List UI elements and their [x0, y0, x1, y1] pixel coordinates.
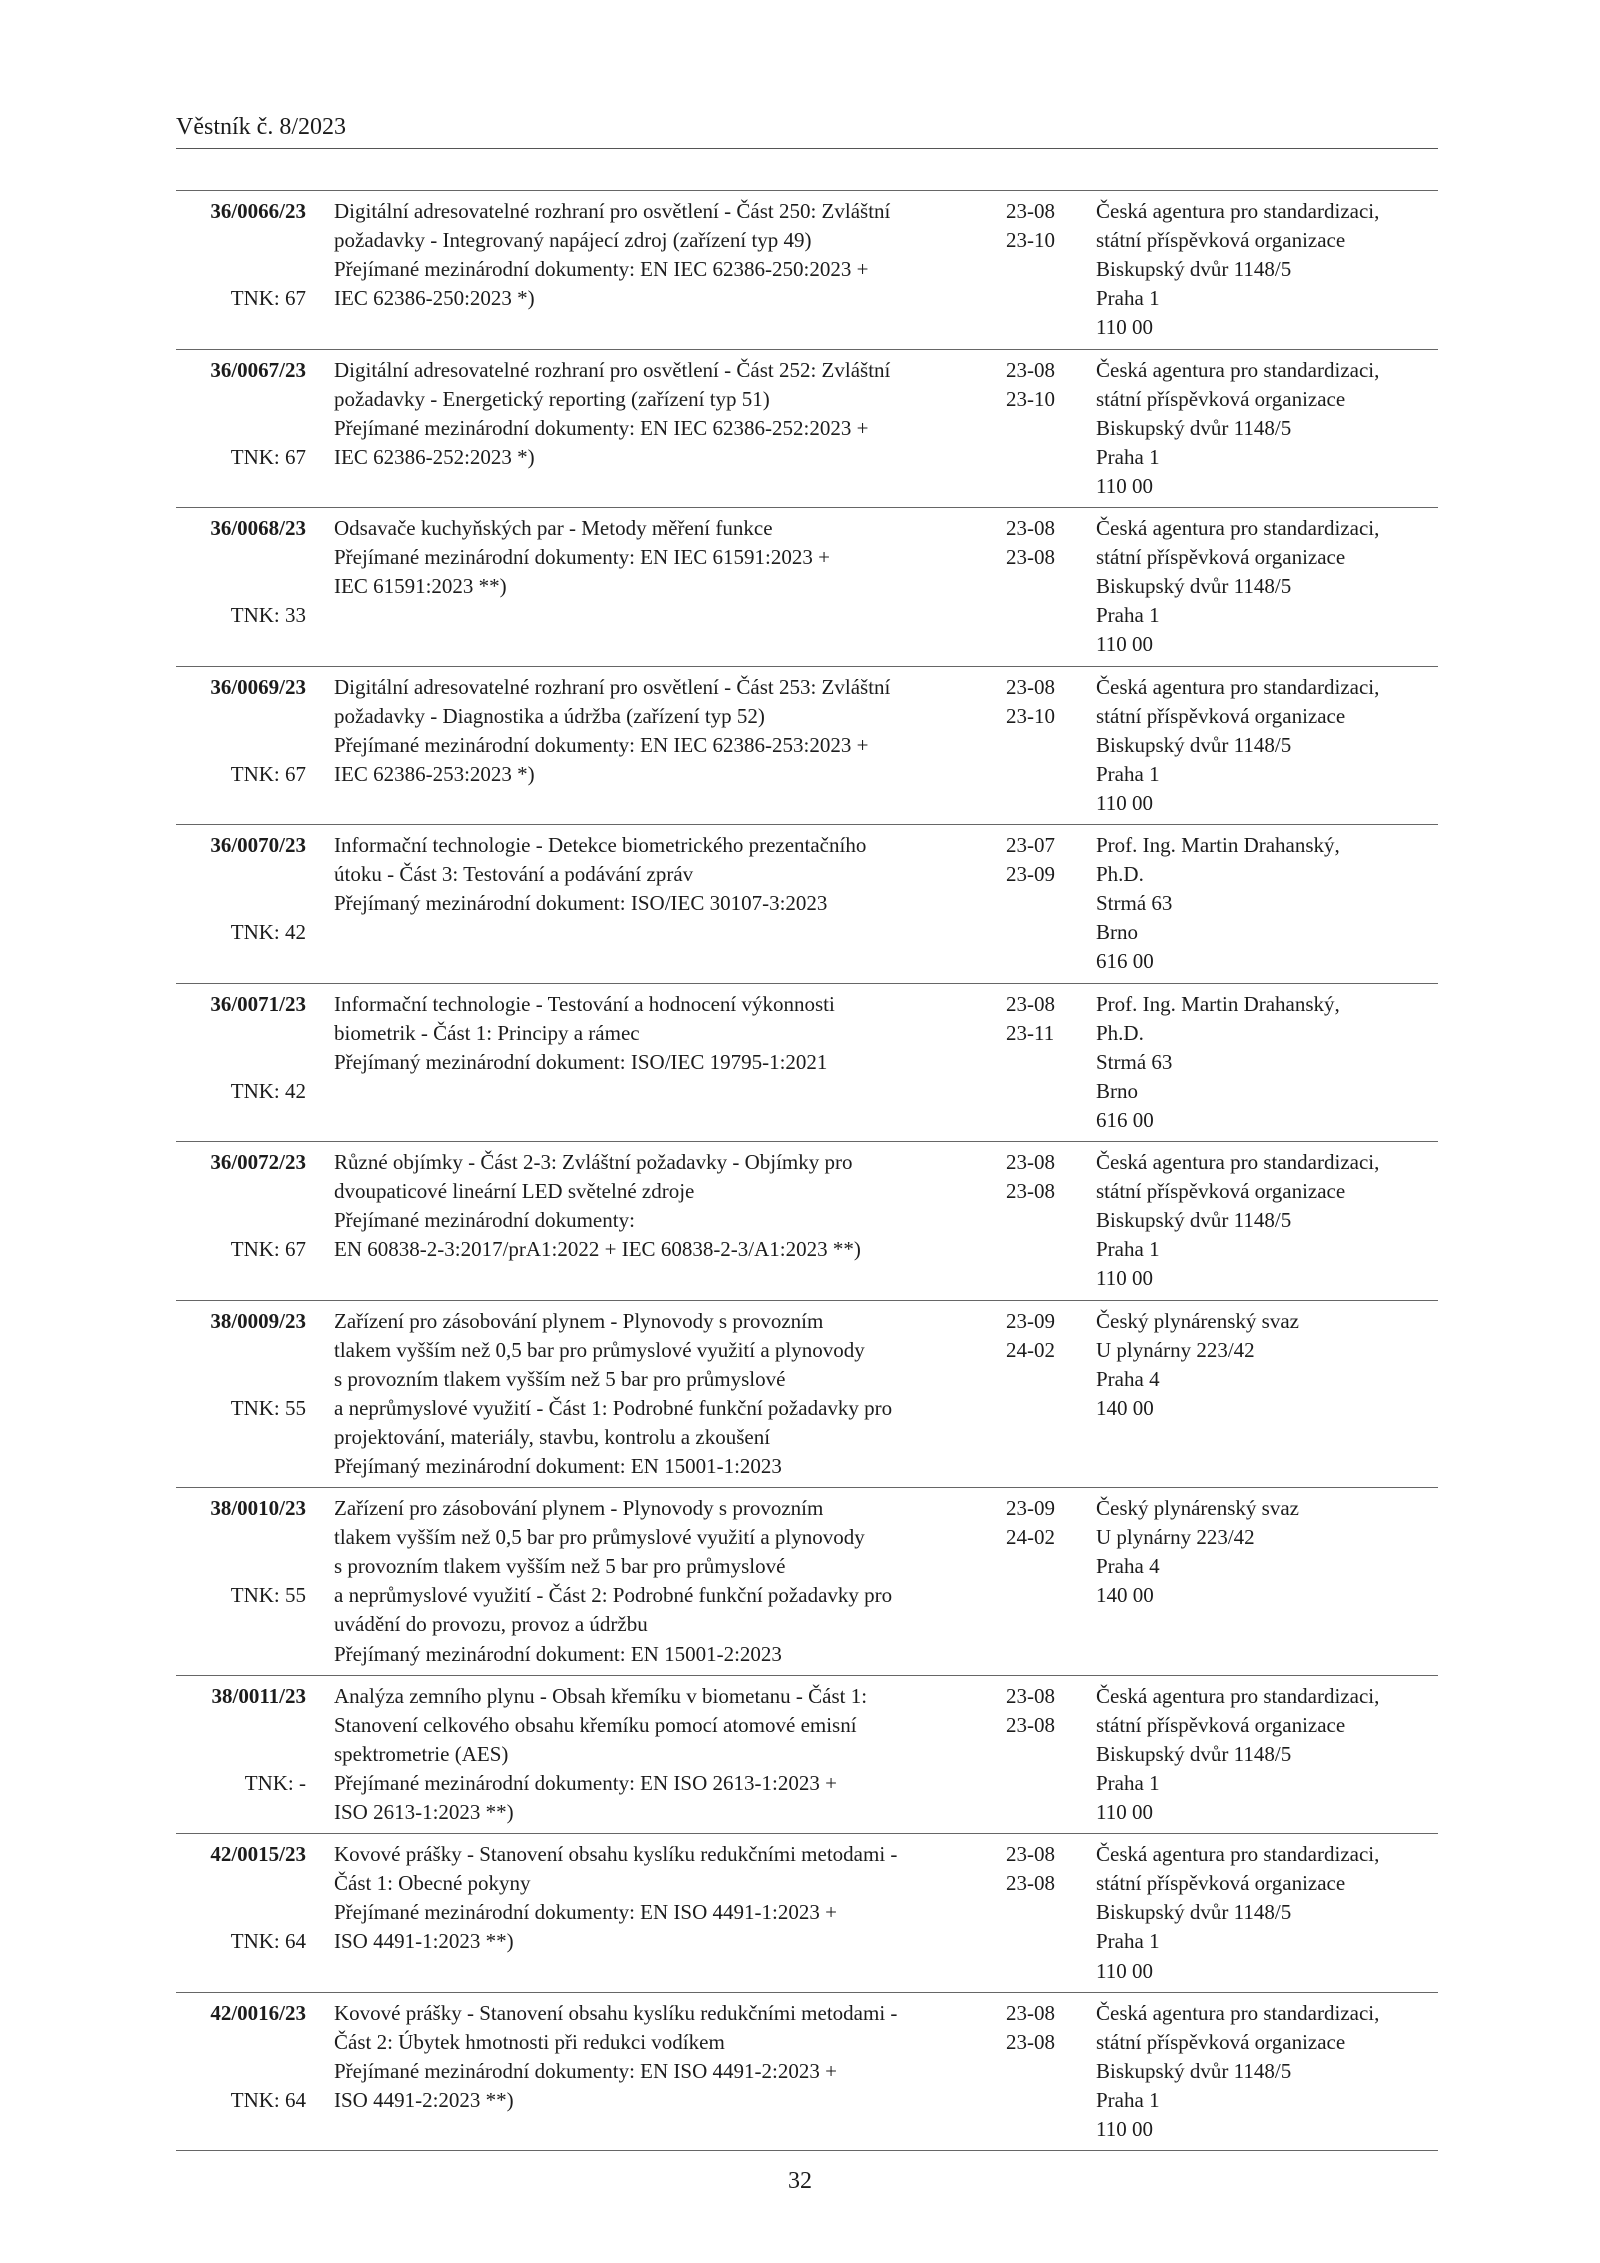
title-line: tlakem vyšším než 0,5 bar pro průmyslové využití a plynovody	[334, 1337, 865, 1362]
title-line: biometrik - Část 1: Principy a rámec	[334, 1020, 640, 1045]
title-line: Kovové prášky - Stanovení obsahu kyslíku redukčními metodami -	[334, 1842, 898, 1867]
row-title	[334, 1834, 994, 1962]
address-line: státní příspěvková organizace	[1096, 2029, 1346, 2054]
row-address	[1096, 1682, 1438, 1827]
title-line: Přejímaný mezinárodní dokument: ISO/IEC 30107-3:2023	[334, 891, 828, 916]
row-title	[334, 350, 994, 478]
address-line: státní příspěvková organizace	[1096, 545, 1346, 570]
title-line: ISO 4491-1:2023 **)	[334, 1929, 514, 1954]
row-dates	[1006, 197, 1055, 255]
address-line: 110 00	[1096, 2117, 1153, 2142]
table-row	[176, 1993, 1438, 2152]
date-value: 23-08	[1006, 1712, 1055, 1737]
table-row	[176, 1834, 1438, 1993]
row-id-cell	[176, 1840, 306, 1954]
row-id: 42/0015/23	[210, 1842, 306, 1867]
address-line: Česká agentura pro standardizaci,	[1096, 199, 1380, 223]
row-tnk: TNK: 67	[230, 444, 306, 469]
date-value: 23-08	[1006, 1842, 1055, 1867]
title-line: Kovové prášky - Stanovení obsahu kyslíku redukčními metodami -	[334, 2000, 898, 2025]
address-line: Český plynárenský svaz	[1096, 1308, 1299, 1333]
address-line: Česká agentura pro standardizaci,	[1096, 1842, 1380, 1867]
row-title	[334, 1676, 994, 1833]
date-value: 23-08	[1006, 357, 1055, 382]
address-line: Praha 1	[1096, 444, 1160, 469]
address-line: Prof. Ing. Martin Drahanský,	[1096, 833, 1340, 857]
row-dates	[1006, 1148, 1055, 1206]
row-tnk: TNK: 64	[230, 1929, 306, 1954]
address-line: Česká agentura pro standardizaci,	[1096, 2000, 1380, 2025]
address-line: U plynárny 223/42	[1096, 1525, 1255, 1550]
title-line: a neprůmyslové využití - Část 1: Podrobné funkční požadavky pro	[334, 1395, 893, 1420]
row-dates	[1006, 356, 1055, 414]
address-line: U plynárny 223/42	[1096, 1337, 1255, 1362]
date-value: 24-02	[1006, 1337, 1055, 1362]
row-tnk: TNK: 42	[230, 1078, 306, 1103]
address-line: 110 00	[1096, 315, 1153, 340]
address-line: státní příspěvková organizace	[1096, 703, 1346, 728]
row-tnk: TNK: 33	[230, 603, 306, 627]
row-address	[1096, 673, 1438, 818]
title-line: ISO 4491-2:2023 **)	[334, 2087, 514, 2112]
address-line: státní příspěvková organizace	[1096, 386, 1346, 411]
table-row	[176, 191, 1438, 350]
row-title	[334, 825, 994, 924]
address-line: Praha 1	[1096, 2087, 1160, 2112]
date-value: 24-02	[1006, 1525, 1055, 1550]
row-title	[334, 508, 994, 607]
row-id: 42/0016/23	[210, 2000, 306, 2025]
row-title	[334, 984, 994, 1083]
row-dates	[1006, 1840, 1055, 1898]
title-line: Analýza zemního plynu - Obsah křemíku v biometanu - Část 1:	[334, 1683, 868, 1708]
title-line: spektrometrie (AES)	[334, 1741, 509, 1766]
row-id-cell	[176, 1999, 306, 2112]
row-dates	[1006, 990, 1055, 1048]
table-row	[176, 1676, 1438, 1835]
address-line: Praha 1	[1096, 1770, 1160, 1795]
date-value: 23-09	[1006, 1496, 1055, 1521]
title-line: Přejímané mezinárodní dokumenty: EN IEC 62386-250:2023 +	[334, 257, 869, 282]
row-tnk: TNK: 67	[230, 761, 306, 786]
title-line: Přejímané mezinárodní dokumenty: EN ISO 4491-1:2023 +	[334, 1900, 837, 1925]
row-dates	[1006, 514, 1055, 572]
row-tnk: TNK: 67	[230, 286, 306, 310]
address-line: Biskupský dvůr 1148/5	[1096, 574, 1292, 599]
row-id-cell	[176, 1682, 306, 1795]
title-line: uvádění do provozu, provoz a údržbu	[334, 1612, 648, 1637]
title-line: Zařízení pro zásobování plynem - Plynovody s provozním	[334, 1308, 824, 1333]
table-row	[176, 667, 1438, 826]
date-value: 23-08	[1006, 2000, 1055, 2025]
title-line: útoku - Část 3: Testování a podávání zpráv	[334, 862, 694, 887]
title-line: Digitální adresovatelné rozhraní pro osvětlení - Část 253: Zvláštní	[334, 674, 891, 699]
row-dates	[1006, 1999, 1055, 2057]
row-dates	[1006, 673, 1055, 731]
row-id-cell	[176, 1148, 306, 1261]
row-id-cell	[176, 356, 306, 469]
address-line: Praha 4	[1096, 1366, 1160, 1391]
row-id-cell	[176, 197, 306, 310]
title-line: IEC 62386-253:2023 *)	[334, 761, 535, 786]
row-address	[1096, 990, 1438, 1135]
address-line: 110 00	[1096, 1800, 1153, 1825]
title-line: Informační technologie - Testování a hodnocení výkonnosti	[334, 991, 835, 1016]
address-line: 140 00	[1096, 1395, 1154, 1420]
date-value: 23-10	[1006, 228, 1055, 253]
address-line: Praha 1	[1096, 1929, 1160, 1954]
address-line: 110 00	[1096, 473, 1153, 498]
title-line: Přejímaný mezinárodní dokument: EN 15001-1:2023	[334, 1453, 782, 1478]
address-line: 110 00	[1096, 632, 1153, 657]
title-line: Přejímané mezinárodní dokumenty: EN IEC 62386-253:2023 +	[334, 732, 869, 757]
row-id-cell	[176, 1307, 306, 1420]
address-line: Strmá 63	[1096, 891, 1173, 916]
address-line: Brno	[1096, 920, 1138, 945]
page-header	[176, 112, 1438, 149]
title-line: ISO 2613-1:2023 **)	[334, 1800, 514, 1825]
address-line: Praha 1	[1096, 1237, 1160, 1262]
row-id-cell	[176, 990, 306, 1103]
date-value: 23-08	[1006, 674, 1055, 699]
row-id: 38/0011/23	[211, 1683, 306, 1708]
title-line: dvoupaticové lineární LED světelné zdroje	[334, 1179, 695, 1204]
date-value: 23-08	[1006, 991, 1055, 1016]
row-address	[1096, 1999, 1438, 2144]
row-dates	[1006, 1307, 1055, 1365]
row-title	[334, 1301, 994, 1488]
title-line: Zařízení pro zásobování plynem - Plynovody s provozním	[334, 1496, 824, 1521]
title-line: Přejímaný mezinárodní dokument: ISO/IEC 19795-1:2021	[334, 1049, 828, 1074]
address-line: státní příspěvková organizace	[1096, 1871, 1346, 1896]
row-address	[1096, 1494, 1438, 1610]
address-line: Biskupský dvůr 1148/5	[1096, 257, 1292, 282]
address-line: Strmá 63	[1096, 1049, 1173, 1074]
address-line: Česká agentura pro standardizaci,	[1096, 1683, 1380, 1708]
address-line: státní příspěvková organizace	[1096, 1712, 1346, 1737]
address-line: státní příspěvková organizace	[1096, 228, 1346, 253]
title-line: a neprůmyslové využití - Část 2: Podrobné funkční požadavky pro	[334, 1583, 893, 1608]
title-line: požadavky - Diagnostika a údržba (zařízení typ 52)	[334, 703, 765, 728]
date-value: 23-11	[1006, 1020, 1055, 1045]
date-value: 23-08	[1006, 516, 1055, 540]
title-line: Odsavače kuchyňských par - Metody měření funkce	[334, 516, 773, 540]
row-title	[334, 1488, 994, 1675]
date-value: 23-08	[1006, 545, 1055, 570]
title-line: s provozním tlakem vyšším než 5 bar pro průmyslové	[334, 1554, 786, 1579]
row-id-cell	[176, 1494, 306, 1608]
row-dates	[1006, 831, 1055, 889]
address-line: 110 00	[1096, 1266, 1153, 1291]
standards-table	[176, 190, 1438, 2151]
row-id: 38/0009/23	[210, 1308, 306, 1333]
row-address	[1096, 1840, 1438, 1985]
row-title	[334, 1993, 994, 2121]
address-line: Česká agentura pro standardizaci,	[1096, 516, 1380, 540]
row-address	[1096, 356, 1438, 501]
title-line: EN 60838-2-3:2017/prA1:2022 + IEC 60838-2-3/A1:2023 **)	[334, 1237, 861, 1262]
row-tnk: TNK: 67	[230, 1237, 306, 1261]
row-id: 36/0068/23	[210, 516, 306, 540]
row-dates	[1006, 1494, 1055, 1552]
row-id: 36/0072/23	[210, 1150, 306, 1174]
title-line: požadavky - Integrovaný napájecí zdroj (zařízení typ 49)	[334, 228, 812, 253]
row-address	[1096, 1148, 1438, 1293]
row-id: 36/0071/23	[210, 991, 306, 1016]
address-line: státní příspěvková organizace	[1096, 1179, 1346, 1204]
title-line: Přejímané mezinárodní dokumenty: EN IEC 61591:2023 +	[334, 545, 830, 570]
date-value: 23-10	[1006, 703, 1055, 728]
row-tnk: TNK: 64	[230, 2087, 306, 2112]
address-line: 616 00	[1096, 1107, 1154, 1132]
table-row	[176, 1488, 1438, 1676]
date-value: 23-07	[1006, 833, 1055, 857]
address-line: Praha 1	[1096, 286, 1160, 311]
title-line: tlakem vyšším než 0,5 bar pro průmyslové využití a plynovody	[334, 1525, 865, 1550]
row-id-cell	[176, 831, 306, 944]
address-line: Česká agentura pro standardizaci,	[1096, 674, 1380, 699]
row-tnk: TNK: 55	[230, 1583, 306, 1608]
row-id: 38/0010/23	[210, 1496, 306, 1521]
table-row	[176, 1301, 1438, 1489]
address-line: Praha 1	[1096, 761, 1160, 786]
address-line: Biskupský dvůr 1148/5	[1096, 1900, 1292, 1925]
title-line: IEC 61591:2023 **)	[334, 574, 507, 599]
address-line: 140 00	[1096, 1583, 1154, 1608]
table-row	[176, 508, 1438, 667]
row-id-cell	[176, 673, 306, 786]
title-line: Digitální adresovatelné rozhraní pro osvětlení - Část 250: Zvláštní	[334, 199, 891, 223]
address-line: Biskupský dvůr 1148/5	[1096, 415, 1292, 440]
title-line: Přejímané mezinárodní dokumenty: EN ISO 2613-1:2023 +	[334, 1770, 837, 1795]
address-line: Praha 4	[1096, 1554, 1160, 1579]
date-value: 23-09	[1006, 1308, 1055, 1333]
address-line: Ph.D.	[1096, 1020, 1144, 1045]
title-line: Přejímané mezinárodní dokumenty: EN IEC 62386-252:2023 +	[334, 415, 869, 440]
title-line: IEC 62386-250:2023 *)	[334, 286, 535, 311]
row-address	[1096, 1307, 1438, 1423]
title-line: Část 2: Úbytek hmotnosti při redukci vodíkem	[334, 2029, 725, 2054]
title-line: Informační technologie - Detekce biometrického prezentačního	[334, 833, 867, 857]
table-row	[176, 825, 1438, 984]
date-value: 23-08	[1006, 1150, 1055, 1174]
table-row	[176, 984, 1438, 1143]
address-line: Český plynárenský svaz	[1096, 1496, 1299, 1521]
bulletin-title: Věstník č. 8/2023	[176, 114, 346, 140]
address-line: Biskupský dvůr 1148/5	[1096, 732, 1292, 757]
date-value: 23-10	[1006, 386, 1055, 411]
date-value: 23-08	[1006, 2029, 1055, 2054]
table-row	[176, 350, 1438, 509]
row-tnk: TNK: 42	[230, 920, 306, 944]
address-line: Ph.D.	[1096, 862, 1144, 887]
row-address	[1096, 514, 1438, 659]
address-line: 110 00	[1096, 790, 1153, 815]
title-line: Přejímaný mezinárodní dokument: EN 15001-2:2023	[334, 1641, 782, 1666]
row-title	[334, 1142, 994, 1270]
title-line: Přejímané mezinárodní dokumenty: EN ISO 4491-2:2023 +	[334, 2058, 837, 2083]
address-line: 110 00	[1096, 1958, 1153, 1983]
title-line: IEC 62386-252:2023 *)	[334, 444, 535, 469]
address-line: Biskupský dvůr 1148/5	[1096, 2058, 1292, 2083]
title-line: projektování, materiály, stavbu, kontrolu a zkoušení	[334, 1424, 771, 1449]
date-value: 23-08	[1006, 199, 1055, 223]
row-tnk: TNK: 55	[230, 1395, 306, 1420]
row-title	[334, 191, 994, 319]
title-line: požadavky - Energetický reporting (zařízení typ 51)	[334, 386, 770, 411]
address-line: Brno	[1096, 1078, 1138, 1103]
table-row	[176, 1142, 1438, 1301]
address-line: Biskupský dvůr 1148/5	[1096, 1208, 1292, 1233]
address-line: Biskupský dvůr 1148/5	[1096, 1741, 1292, 1766]
date-value: 23-08	[1006, 1683, 1055, 1708]
title-line: s provozním tlakem vyšším než 5 bar pro průmyslové	[334, 1366, 786, 1391]
address-line: Praha 1	[1096, 603, 1160, 628]
date-value: 23-08	[1006, 1179, 1055, 1204]
row-id: 36/0067/23	[210, 357, 306, 382]
row-tnk: TNK: -	[244, 1770, 306, 1795]
address-line: 616 00	[1096, 949, 1154, 974]
title-line: Digitální adresovatelné rozhraní pro osvětlení - Část 252: Zvláštní	[334, 357, 891, 382]
row-dates	[1006, 1682, 1055, 1740]
title-line: Přejímané mezinárodní dokumenty:	[334, 1208, 635, 1233]
row-id: 36/0070/23	[210, 833, 306, 857]
row-id: 36/0066/23	[210, 199, 306, 223]
title-line: Různé objímky - Část 2-3: Zvláštní požadavky - Objímky pro	[334, 1150, 853, 1174]
row-id: 36/0069/23	[210, 674, 306, 699]
address-line: Česká agentura pro standardizaci,	[1096, 1150, 1380, 1174]
row-address	[1096, 831, 1438, 976]
row-title	[334, 667, 994, 795]
address-line: Česká agentura pro standardizaci,	[1096, 357, 1380, 382]
address-line: Prof. Ing. Martin Drahanský,	[1096, 991, 1340, 1016]
title-line: Stanovení celkového obsahu křemíku pomocí atomové emisní	[334, 1712, 857, 1737]
row-id-cell	[176, 514, 306, 627]
page-number: 32	[788, 2168, 812, 2194]
date-value: 23-08	[1006, 1871, 1055, 1896]
row-address	[1096, 197, 1438, 342]
title-line: Část 1: Obecné pokyny	[334, 1871, 531, 1896]
date-value: 23-09	[1006, 862, 1055, 887]
